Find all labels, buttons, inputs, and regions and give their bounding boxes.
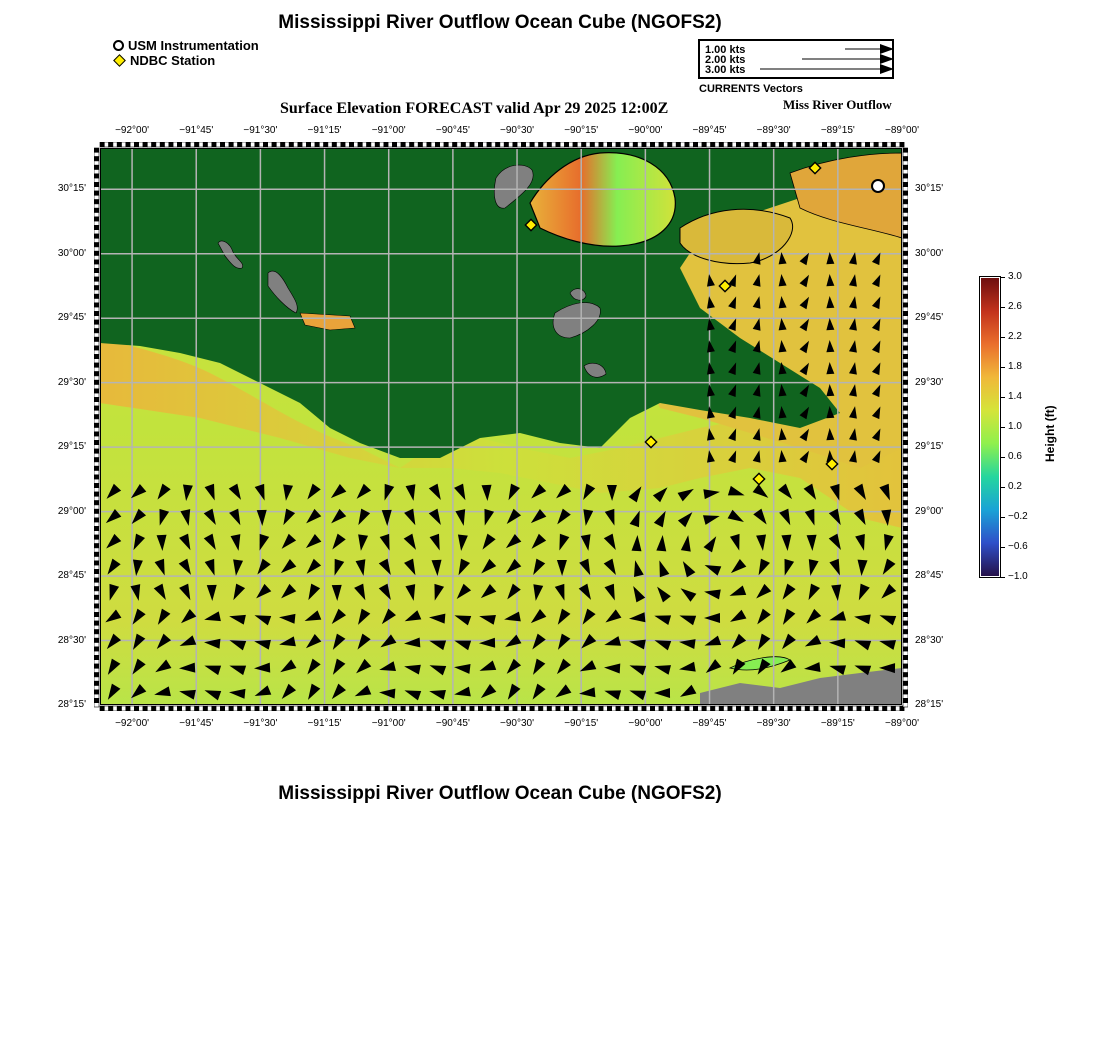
lon-tick-label: −90°15' xyxy=(564,125,599,136)
vector-legend-caption: CURRENTS Vectors xyxy=(699,83,803,95)
lon-tick-label: −92°00' xyxy=(115,125,150,136)
lat-tick-label: 30°00' xyxy=(57,247,86,259)
lon-tick-label: −89°30' xyxy=(756,125,791,136)
lat-tick-label: 29°00' xyxy=(57,505,86,517)
colorbar-tick-mark xyxy=(1001,307,1005,308)
legend-ndbc xyxy=(113,53,215,68)
lat-tick-label: 30°15' xyxy=(57,183,86,195)
colorbar-tick-label: 0.6 xyxy=(1008,451,1022,462)
lat-tick-label: 29°45' xyxy=(915,312,944,324)
lat-tick-label: 28°45' xyxy=(915,570,944,582)
lon-tick-label: −91°15' xyxy=(307,718,342,729)
vector-legend xyxy=(698,39,894,79)
colorbar-tick-mark xyxy=(1001,547,1005,548)
colorbar-tick-label: 1.0 xyxy=(1008,421,1022,432)
page-title: Mississippi River Outflow Ocean Cube (NGOFS2) xyxy=(278,12,722,33)
lon-tick-label: −90°15' xyxy=(564,718,599,729)
lat-tick-label: 28°45' xyxy=(57,570,86,582)
lat-tick-label: 29°00' xyxy=(915,505,944,517)
lon-tick-label: −89°00' xyxy=(885,125,919,136)
lon-tick-label: −91°30' xyxy=(243,125,278,136)
lon-tick-label: −91°45' xyxy=(179,125,214,136)
lat-tick-label: 29°15' xyxy=(915,441,944,453)
legend-ndbc-label: NDBC Station xyxy=(130,53,216,68)
colorbar-title: Height (ft) xyxy=(1043,405,1057,462)
colorbar-tick-mark xyxy=(1001,277,1005,278)
lon-tick-label: −89°15' xyxy=(820,718,855,729)
diamond-icon xyxy=(113,54,126,67)
lon-tick-label: −91°00' xyxy=(371,718,406,729)
colorbar-tick-label: 3.0 xyxy=(1008,271,1022,282)
colorbar-tick-label: 2.6 xyxy=(1008,301,1022,312)
lon-tick-label: −91°30' xyxy=(243,718,278,729)
colorbar-tick-mark xyxy=(1001,577,1005,578)
lat-tick-label: 28°30' xyxy=(915,634,944,646)
map-subtitle: Surface Elevation FORECAST valid Apr 29 2025 12:00Z xyxy=(280,100,669,117)
lat-tick-label: 30°00' xyxy=(915,247,944,259)
colorbar-tick-mark xyxy=(1001,487,1005,488)
map-tick-border xyxy=(94,142,908,711)
lon-tick-label: −92°00' xyxy=(115,718,150,729)
lat-tick-label: 28°15' xyxy=(57,699,86,710)
lat-tick-label: 28°15' xyxy=(915,699,944,710)
legend-usm-label: USM Instrumentation xyxy=(128,38,259,53)
region-label: Miss River Outflow xyxy=(783,97,892,112)
lat-tick-label: 28°30' xyxy=(57,634,86,646)
lon-tick-label: −89°00' xyxy=(885,718,919,729)
lon-tick-label: −90°30' xyxy=(500,125,535,136)
lat-tick-label: 30°15' xyxy=(915,183,944,195)
lon-tick-label: −90°00' xyxy=(628,125,663,136)
lon-tick-label: −91°45' xyxy=(179,718,214,729)
colorbar-tick-label: 1.8 xyxy=(1008,361,1022,372)
lon-tick-label: −91°15' xyxy=(307,125,342,136)
colorbar-tick-label: 1.4 xyxy=(1008,391,1022,402)
colorbar-tick-label: −0.6 xyxy=(1008,541,1028,552)
colorbar-tick-mark xyxy=(1001,427,1005,428)
lon-tick-label: −89°30' xyxy=(756,718,791,729)
lat-tick-label: 29°15' xyxy=(57,441,86,453)
lon-tick-label: −89°15' xyxy=(820,125,855,136)
footer-title: Mississippi River Outflow Ocean Cube (NGOFS2) xyxy=(278,783,722,804)
colorbar-gradient xyxy=(981,278,999,576)
colorbar-tick-mark xyxy=(1001,517,1005,518)
lon-tick-label: −89°45' xyxy=(692,718,727,729)
vector-legend-1: 1.00 kts xyxy=(705,44,746,56)
colorbar xyxy=(979,276,1001,578)
lon-tick-label: −90°45' xyxy=(435,125,470,136)
vector-legend-2: 2.00 kts xyxy=(705,54,746,66)
colorbar-tick-label: −0.2 xyxy=(1008,511,1028,522)
lon-tick-label: −90°45' xyxy=(435,718,470,729)
colorbar-tick-mark xyxy=(1001,367,1005,368)
colorbar-tick-mark xyxy=(1001,337,1005,338)
legend-usm xyxy=(113,38,259,53)
lon-tick-label: −91°00' xyxy=(371,125,406,136)
colorbar-tick-label: 0.2 xyxy=(1008,481,1022,492)
lon-tick-label: −90°00' xyxy=(628,718,663,729)
colorbar-tick-label: 2.2 xyxy=(1008,331,1022,342)
circle-icon xyxy=(113,40,124,51)
vector-legend-3: 3.00 kts xyxy=(705,64,746,76)
colorbar-tick-label: −1.0 xyxy=(1008,571,1028,582)
vector-legend-arrows xyxy=(700,41,896,81)
lat-tick-label: 29°30' xyxy=(915,376,944,388)
lon-tick-label: −89°45' xyxy=(692,125,727,136)
lon-tick-label: −90°30' xyxy=(500,718,535,729)
colorbar-tick-mark xyxy=(1001,457,1005,458)
lat-tick-label: 29°30' xyxy=(57,376,86,388)
lat-tick-label: 29°45' xyxy=(57,312,86,324)
colorbar-tick-mark xyxy=(1001,397,1005,398)
